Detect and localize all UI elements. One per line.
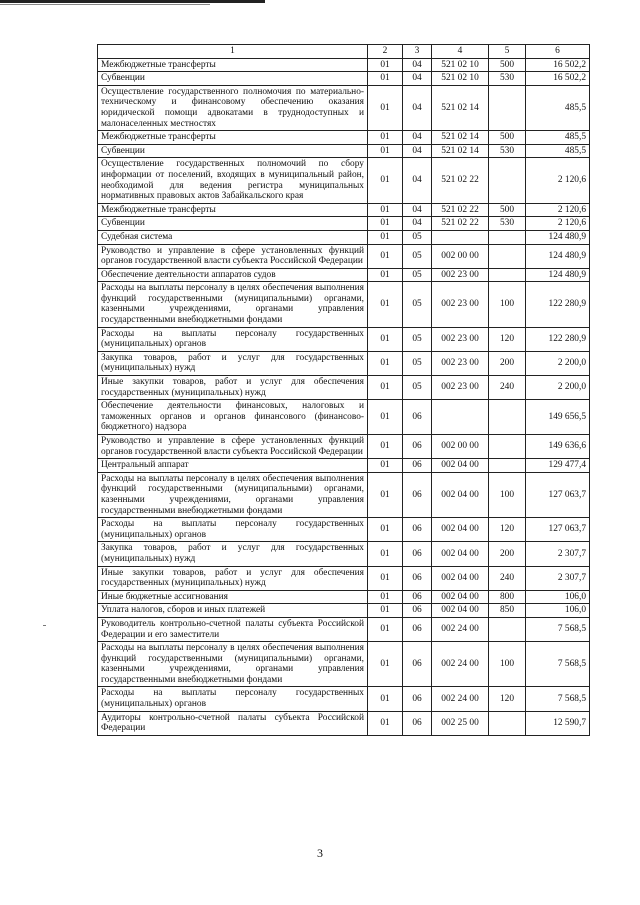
row-target-code-cell: 002 24 00 xyxy=(432,642,489,687)
row-target-code-cell xyxy=(432,230,489,244)
table-row xyxy=(98,217,590,231)
row-expense-type-cell: 500 xyxy=(489,58,526,72)
row-name-cell: Руководство и управление в сфере установленных функций органов государственной власти субъекта Российской Федерации xyxy=(98,435,368,459)
row-section-cell: 01 xyxy=(368,642,403,687)
row-section-cell: 01 xyxy=(368,604,403,618)
row-section-cell: 01 xyxy=(368,230,403,244)
row-name-cell: Межбюджетные трансферты xyxy=(98,58,368,72)
row-target-code-cell: 002 04 00 xyxy=(432,604,489,618)
table-row xyxy=(98,604,590,618)
row-section-cell: 01 xyxy=(368,435,403,459)
row-name-cell: Субвенции xyxy=(98,144,368,158)
row-target-code-cell: 002 25 00 xyxy=(432,711,489,735)
header-col-6: 6 xyxy=(526,45,590,59)
table-row xyxy=(98,327,590,351)
row-amount-cell: 122 280,9 xyxy=(526,327,590,351)
row-expense-type-cell xyxy=(489,85,526,130)
row-name-cell: Иные закупки товаров, работ и услуг для обеспечения государственных (муниципальных) нужд xyxy=(98,376,368,400)
row-expense-type-cell: 500 xyxy=(489,203,526,217)
row-subsection-cell: 05 xyxy=(403,268,432,282)
table-row xyxy=(98,566,590,590)
row-section-cell: 01 xyxy=(368,617,403,641)
row-expense-type-cell xyxy=(489,230,526,244)
row-section-cell: 01 xyxy=(368,203,403,217)
row-expense-type-cell xyxy=(489,459,526,473)
table-row xyxy=(98,711,590,735)
row-name-cell: Руководитель контрольно-счетной палаты субъекта Российской Федерации и его заместители xyxy=(98,617,368,641)
row-target-code-cell: 002 00 00 xyxy=(432,244,489,268)
table-row xyxy=(98,158,590,203)
row-expense-type-cell: 530 xyxy=(489,144,526,158)
row-name-cell: Иные закупки товаров, работ и услуг для обеспечения государственных (муниципальных) нужд xyxy=(98,566,368,590)
header-col-3: 3 xyxy=(403,45,432,59)
row-subsection-cell: 06 xyxy=(403,400,432,435)
row-expense-type-cell: 120 xyxy=(489,518,526,542)
row-target-code-cell: 521 02 14 xyxy=(432,85,489,130)
row-section-cell: 01 xyxy=(368,472,403,517)
row-subsection-cell: 04 xyxy=(403,203,432,217)
row-target-code-cell: 002 00 00 xyxy=(432,435,489,459)
row-name-cell: Обеспечение деятельности финансовых, налоговых и таможенных органов и органов финансового (финансово-бюджетного) надзора xyxy=(98,400,368,435)
row-subsection-cell: 06 xyxy=(403,472,432,517)
row-expense-type-cell: 120 xyxy=(489,687,526,711)
row-name-cell: Обеспечение деятельности аппаратов судов xyxy=(98,268,368,282)
row-amount-cell: 2 200,0 xyxy=(526,351,590,375)
row-name-cell: Центральный аппарат xyxy=(98,459,368,473)
row-amount-cell: 124 480,9 xyxy=(526,244,590,268)
row-subsection-cell: 06 xyxy=(403,459,432,473)
row-amount-cell: 124 480,9 xyxy=(526,268,590,282)
row-name-cell: Осуществление государственных полномочий по сбору информации от поселений, входящих в муниципальный район, необходимой для ведения регистра муниципальных нормативных правовых актов Забайкальского края xyxy=(98,158,368,203)
row-expense-type-cell: 100 xyxy=(489,282,526,327)
row-expense-type-cell: 240 xyxy=(489,376,526,400)
row-amount-cell: 106,0 xyxy=(526,590,590,604)
row-subsection-cell: 04 xyxy=(403,158,432,203)
row-target-code-cell: 521 02 10 xyxy=(432,72,489,86)
row-section-cell: 01 xyxy=(368,144,403,158)
scan-speck xyxy=(43,625,46,626)
row-target-code-cell: 521 02 22 xyxy=(432,158,489,203)
table-row xyxy=(98,72,590,86)
row-target-code-cell: 521 02 22 xyxy=(432,217,489,231)
table-row xyxy=(98,542,590,566)
row-name-cell: Иные бюджетные ассигнования xyxy=(98,590,368,604)
row-subsection-cell: 05 xyxy=(403,376,432,400)
row-target-code-cell: 521 02 14 xyxy=(432,131,489,145)
row-target-code-cell: 002 23 00 xyxy=(432,376,489,400)
row-target-code-cell: 521 02 22 xyxy=(432,203,489,217)
table-row xyxy=(98,85,590,130)
row-section-cell: 01 xyxy=(368,244,403,268)
scan-artifact-line-thin xyxy=(0,4,210,5)
row-expense-type-cell xyxy=(489,244,526,268)
row-section-cell: 01 xyxy=(368,327,403,351)
table-row xyxy=(98,58,590,72)
row-subsection-cell: 06 xyxy=(403,566,432,590)
table-row xyxy=(98,518,590,542)
table-row xyxy=(98,617,590,641)
row-section-cell: 01 xyxy=(368,376,403,400)
row-amount-cell: 106,0 xyxy=(526,604,590,618)
row-target-code-cell: 521 02 14 xyxy=(432,144,489,158)
row-section-cell: 01 xyxy=(368,217,403,231)
row-subsection-cell: 06 xyxy=(403,617,432,641)
table-row xyxy=(98,282,590,327)
row-name-cell: Судебная система xyxy=(98,230,368,244)
row-amount-cell: 129 477,4 xyxy=(526,459,590,473)
row-target-code-cell: 002 23 00 xyxy=(432,327,489,351)
row-name-cell: Расходы на выплаты персоналу в целях обеспечения выполнения функций государственными (муниципальными) органами, казенными учреждениями, органами управления государственными внебюджетными фондами xyxy=(98,282,368,327)
row-subsection-cell: 05 xyxy=(403,230,432,244)
row-name-cell: Расходы на выплаты персоналу государственных (муниципальных) органов xyxy=(98,518,368,542)
row-amount-cell: 2 120,6 xyxy=(526,217,590,231)
row-target-code-cell: 002 23 00 xyxy=(432,268,489,282)
row-expense-type-cell xyxy=(489,711,526,735)
row-expense-type-cell: 850 xyxy=(489,604,526,618)
row-subsection-cell: 05 xyxy=(403,244,432,268)
header-col-5: 5 xyxy=(489,45,526,59)
row-name-cell: Субвенции xyxy=(98,72,368,86)
row-expense-type-cell xyxy=(489,617,526,641)
row-amount-cell: 7 568,5 xyxy=(526,642,590,687)
row-amount-cell: 485,5 xyxy=(526,144,590,158)
row-expense-type-cell xyxy=(489,435,526,459)
table-row xyxy=(98,351,590,375)
row-name-cell: Расходы на выплаты персоналу государственных (муниципальных) органов xyxy=(98,327,368,351)
row-target-code-cell: 002 04 00 xyxy=(432,518,489,542)
row-subsection-cell: 04 xyxy=(403,131,432,145)
row-section-cell: 01 xyxy=(368,687,403,711)
page-number: 3 xyxy=(317,846,323,860)
row-section-cell: 01 xyxy=(368,72,403,86)
row-section-cell: 01 xyxy=(368,400,403,435)
row-amount-cell: 127 063,7 xyxy=(526,518,590,542)
table-row xyxy=(98,435,590,459)
row-section-cell: 01 xyxy=(368,590,403,604)
row-amount-cell: 2 200,0 xyxy=(526,376,590,400)
row-section-cell: 01 xyxy=(368,711,403,735)
row-expense-type-cell: 500 xyxy=(489,131,526,145)
table-body xyxy=(98,58,590,735)
row-subsection-cell: 06 xyxy=(403,542,432,566)
row-expense-type-cell: 200 xyxy=(489,542,526,566)
row-name-cell: Расходы на выплаты персоналу в целях обеспечения выполнения функций государственными (муниципальными) органами, казенными учреждениями, органами управления государственными внебюджетными фондами xyxy=(98,642,368,687)
row-target-code-cell: 002 04 00 xyxy=(432,459,489,473)
row-amount-cell: 7 568,5 xyxy=(526,687,590,711)
row-subsection-cell: 04 xyxy=(403,144,432,158)
row-expense-type-cell: 800 xyxy=(489,590,526,604)
row-expense-type-cell: 100 xyxy=(489,472,526,517)
row-subsection-cell: 04 xyxy=(403,85,432,130)
header-col-1: 1 xyxy=(98,45,368,59)
table-row xyxy=(98,131,590,145)
table-row xyxy=(98,642,590,687)
row-expense-type-cell xyxy=(489,268,526,282)
row-amount-cell: 12 590,7 xyxy=(526,711,590,735)
table-row xyxy=(98,144,590,158)
row-expense-type-cell: 530 xyxy=(489,217,526,231)
table-row xyxy=(98,400,590,435)
row-amount-cell: 122 280,9 xyxy=(526,282,590,327)
row-amount-cell: 149 656,5 xyxy=(526,400,590,435)
row-section-cell: 01 xyxy=(368,58,403,72)
row-name-cell: Расходы на выплаты персоналу государственных (муниципальных) органов xyxy=(98,687,368,711)
row-amount-cell: 124 480,9 xyxy=(526,230,590,244)
row-subsection-cell: 06 xyxy=(403,711,432,735)
table-row xyxy=(98,268,590,282)
row-section-cell: 01 xyxy=(368,158,403,203)
row-amount-cell: 7 568,5 xyxy=(526,617,590,641)
row-expense-type-cell: 200 xyxy=(489,351,526,375)
row-section-cell: 01 xyxy=(368,268,403,282)
row-amount-cell: 16 502,2 xyxy=(526,72,590,86)
row-section-cell: 01 xyxy=(368,459,403,473)
row-target-code-cell: 002 04 00 xyxy=(432,542,489,566)
row-subsection-cell: 06 xyxy=(403,642,432,687)
row-subsection-cell: 04 xyxy=(403,72,432,86)
row-amount-cell: 2 307,7 xyxy=(526,542,590,566)
table-row xyxy=(98,590,590,604)
row-subsection-cell: 06 xyxy=(403,604,432,618)
table-row xyxy=(98,459,590,473)
row-subsection-cell: 05 xyxy=(403,327,432,351)
table-row xyxy=(98,687,590,711)
row-section-cell: 01 xyxy=(368,131,403,145)
row-name-cell: Расходы на выплаты персоналу в целях обеспечения выполнения функций государственными (муниципальными) органами, казенными учреждениями, органами управления государственными внебюджетными фондами xyxy=(98,472,368,517)
row-subsection-cell: 05 xyxy=(403,351,432,375)
row-section-cell: 01 xyxy=(368,566,403,590)
row-amount-cell: 2 307,7 xyxy=(526,566,590,590)
row-name-cell: Межбюджетные трансферты xyxy=(98,203,368,217)
row-target-code-cell: 002 24 00 xyxy=(432,687,489,711)
header-col-2: 2 xyxy=(368,45,403,59)
row-name-cell: Межбюджетные трансферты xyxy=(98,131,368,145)
row-subsection-cell: 04 xyxy=(403,217,432,231)
row-target-code-cell xyxy=(432,400,489,435)
row-subsection-cell: 06 xyxy=(403,435,432,459)
row-amount-cell: 2 120,6 xyxy=(526,158,590,203)
row-expense-type-cell xyxy=(489,158,526,203)
row-section-cell: 01 xyxy=(368,518,403,542)
budget-table xyxy=(97,44,590,736)
header-col-4: 4 xyxy=(432,45,489,59)
row-name-cell: Закупка товаров, работ и услуг для государственных (муниципальных) нужд xyxy=(98,351,368,375)
table-header-row xyxy=(98,45,590,59)
row-subsection-cell: 04 xyxy=(403,58,432,72)
row-subsection-cell: 06 xyxy=(403,590,432,604)
table-row xyxy=(98,203,590,217)
row-amount-cell: 2 120,6 xyxy=(526,203,590,217)
row-amount-cell: 16 502,2 xyxy=(526,58,590,72)
row-name-cell: Уплата налогов, сборов и иных платежей xyxy=(98,604,368,618)
row-expense-type-cell: 100 xyxy=(489,642,526,687)
table-row xyxy=(98,472,590,517)
row-amount-cell: 485,5 xyxy=(526,131,590,145)
row-section-cell: 01 xyxy=(368,85,403,130)
row-target-code-cell: 521 02 10 xyxy=(432,58,489,72)
row-amount-cell: 127 063,7 xyxy=(526,472,590,517)
row-section-cell: 01 xyxy=(368,351,403,375)
row-section-cell: 01 xyxy=(368,282,403,327)
row-expense-type-cell xyxy=(489,400,526,435)
row-amount-cell: 485,5 xyxy=(526,85,590,130)
row-expense-type-cell: 240 xyxy=(489,566,526,590)
row-target-code-cell: 002 04 00 xyxy=(432,472,489,517)
table-row xyxy=(98,230,590,244)
row-expense-type-cell: 530 xyxy=(489,72,526,86)
row-name-cell: Осуществление государственного полномочия по материально-техническому и финансовому обеспечению оказания юридической помощи адвокатами в труднодоступных и малонаселенных местностях xyxy=(98,85,368,130)
table-row xyxy=(98,376,590,400)
row-amount-cell: 149 636,6 xyxy=(526,435,590,459)
row-expense-type-cell: 120 xyxy=(489,327,526,351)
row-name-cell: Субвенции xyxy=(98,217,368,231)
row-subsection-cell: 06 xyxy=(403,518,432,542)
row-name-cell: Аудиторы контрольно-счетной палаты субъекта Российской Федерации xyxy=(98,711,368,735)
row-section-cell: 01 xyxy=(368,542,403,566)
row-target-code-cell: 002 23 00 xyxy=(432,351,489,375)
row-name-cell: Закупка товаров, работ и услуг для государственных (муниципальных) нужд xyxy=(98,542,368,566)
row-subsection-cell: 05 xyxy=(403,282,432,327)
scan-artifact-line xyxy=(0,0,265,3)
row-target-code-cell: 002 24 00 xyxy=(432,617,489,641)
row-target-code-cell: 002 04 00 xyxy=(432,566,489,590)
row-target-code-cell: 002 04 00 xyxy=(432,590,489,604)
row-target-code-cell: 002 23 00 xyxy=(432,282,489,327)
row-subsection-cell: 06 xyxy=(403,687,432,711)
table-row xyxy=(98,244,590,268)
row-name-cell: Руководство и управление в сфере установленных функций органов государственной власти субъекта Российской Федерации xyxy=(98,244,368,268)
